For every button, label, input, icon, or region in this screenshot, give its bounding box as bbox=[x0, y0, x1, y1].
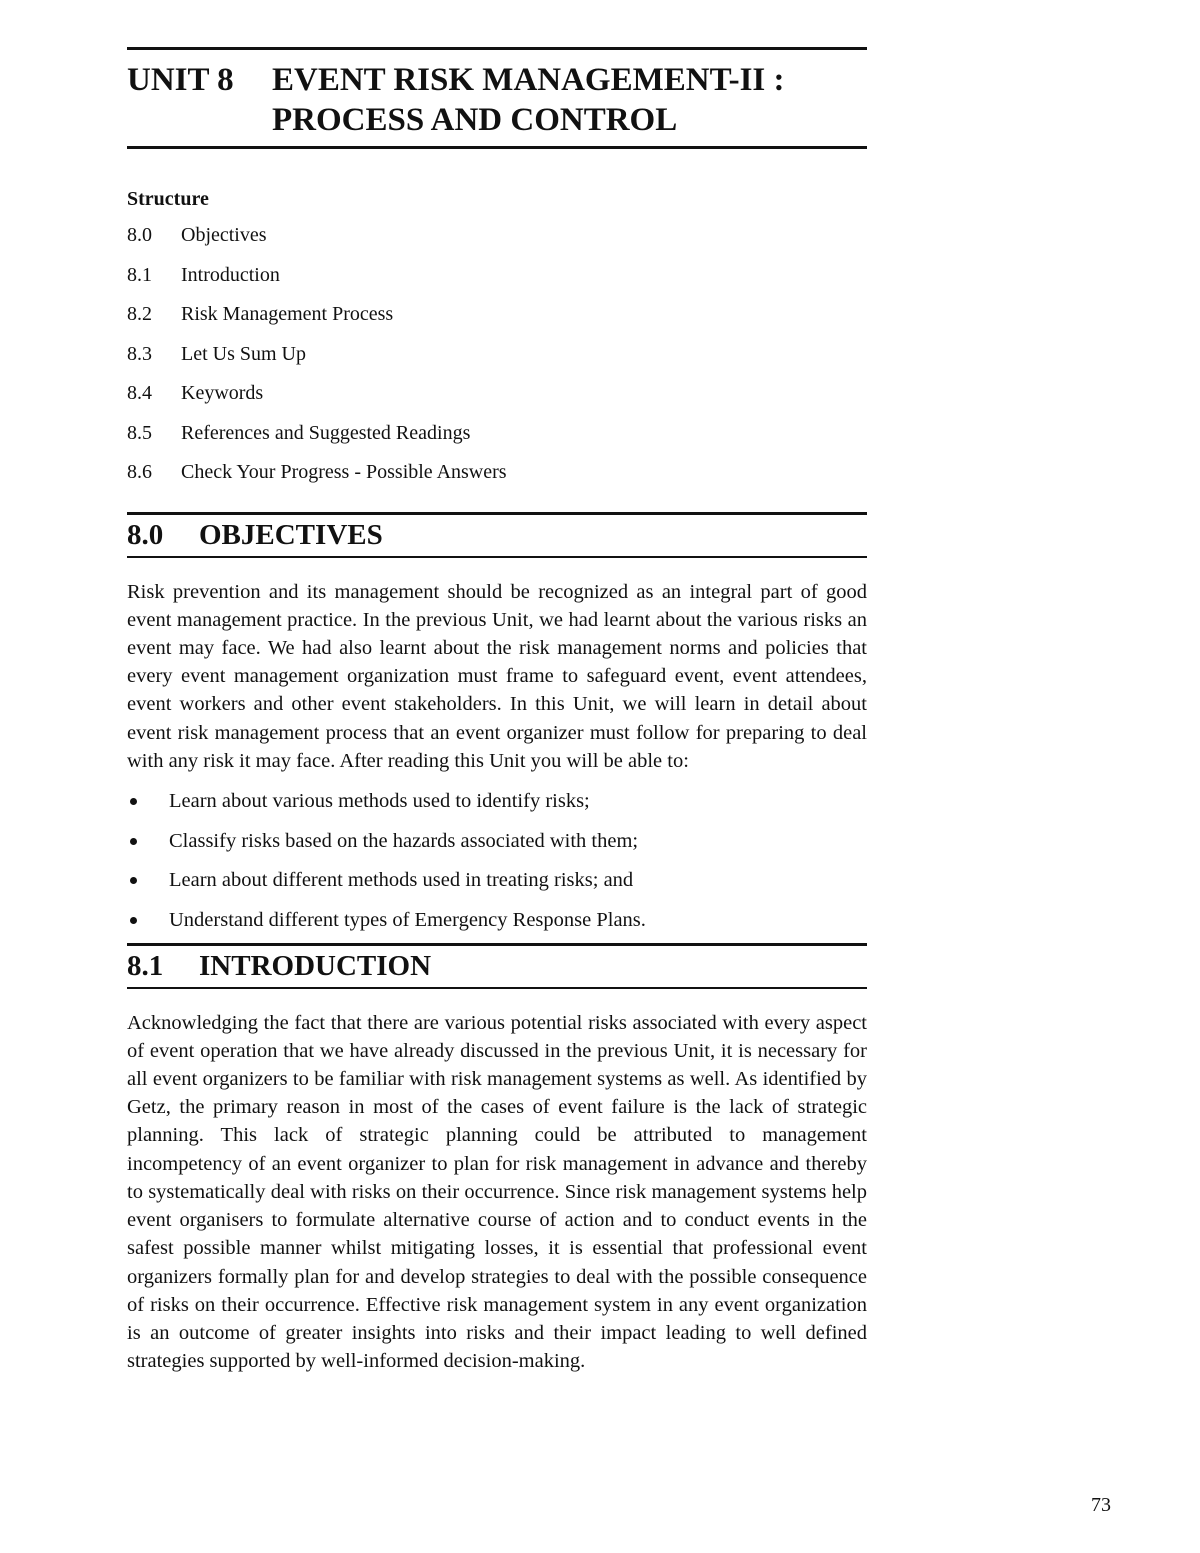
unit-heading bbox=[272, 60, 785, 140]
bullet-item bbox=[127, 908, 867, 948]
bullet-icon bbox=[130, 838, 137, 845]
toc-item-number: 8.5 bbox=[127, 421, 152, 444]
toc-item-text: Keywords bbox=[181, 382, 264, 404]
bullet-icon bbox=[130, 917, 137, 924]
toc-item-text: Introduction bbox=[181, 263, 280, 286]
toc-item-number: 8.1 bbox=[127, 263, 152, 286]
bullet-item bbox=[127, 829, 867, 869]
objectives-bullet-list bbox=[127, 789, 867, 948]
bullet-text: Learn about various methods used to identify risks; bbox=[169, 789, 590, 812]
toc-item bbox=[127, 302, 867, 342]
bullet-icon bbox=[130, 798, 137, 805]
bullet-icon bbox=[130, 877, 137, 884]
structure-title: Structure bbox=[127, 188, 209, 210]
unit-title-line1: EVENT RISK MANAGEMENT-II : bbox=[272, 62, 785, 98]
unit-title-line2: PROCESS AND CONTROL bbox=[272, 102, 678, 138]
document-page bbox=[127, 47, 867, 1396]
toc-item-text: Objectives bbox=[181, 224, 267, 246]
bullet-text: Understand different types of Emergency Response Plans. bbox=[169, 908, 646, 931]
toc-item-text: Risk Management Process bbox=[181, 303, 394, 325]
toc-item bbox=[127, 421, 867, 461]
unit-title bbox=[127, 50, 867, 146]
unit-header bbox=[127, 47, 867, 149]
toc-item-number: 8.2 bbox=[127, 303, 152, 325]
toc-item bbox=[127, 381, 867, 421]
toc-item-number: 8.6 bbox=[127, 461, 152, 483]
toc-item-number: 8.0 bbox=[127, 224, 152, 246]
unit-label: UNIT 8 bbox=[127, 62, 234, 98]
bottom-rule bbox=[127, 146, 867, 149]
toc-item-text: Check Your Progress - Possible Answers bbox=[181, 461, 507, 483]
section-heading bbox=[127, 512, 867, 558]
toc-item bbox=[127, 263, 867, 303]
page-number: 73 bbox=[1091, 1494, 1111, 1516]
toc-list bbox=[127, 223, 867, 500]
section-heading bbox=[127, 943, 867, 989]
toc-item-number: 8.3 bbox=[127, 342, 152, 365]
bullet-text: Classify risks based on the hazards associated with them; bbox=[169, 829, 639, 852]
toc-item bbox=[127, 460, 867, 500]
introduction-section bbox=[127, 943, 867, 1376]
toc-item bbox=[127, 342, 867, 382]
toc-item-text: References and Suggested Readings bbox=[181, 421, 471, 444]
toc-item bbox=[127, 223, 867, 263]
objectives-paragraph: Risk prevention and its management should be recognized as an integral part of good event management practice. In the previous Unit, we had learnt about the various risks an event may face. We had also learnt about the risk management norms and policies that every event management organization must frame to safeguard event, event attendees, event workers and other event stakeholders. In this Unit, we will learn in detail about event risk management process that an event organizer must follow for preparing to deal with any risk it may face. After reading this Unit you will be able to: bbox=[127, 580, 867, 772]
toc-item-number: 8.4 bbox=[127, 382, 152, 404]
bullet-item bbox=[127, 868, 867, 908]
bullet-text: Learn about different methods used in treating risks; and bbox=[169, 869, 634, 892]
toc-item-text: Let Us Sum Up bbox=[181, 342, 306, 365]
objectives-section bbox=[127, 512, 867, 948]
section-number: 8.0 bbox=[127, 518, 164, 551]
section-title: INTRODUCTION bbox=[199, 949, 432, 982]
structure-section bbox=[127, 187, 867, 500]
bullet-item bbox=[127, 789, 867, 829]
introduction-paragraph: Acknowledging the fact that there are various potential risks associated with every aspect of event operation that we have already discussed in the previous Unit, it is necessary for all event organizers to be familiar with risk management systems as well. As identified by Getz, the primary reason in most of the cases of event failure is the lack of strategic planning. This lack of strategic planning could be attributed to management incompetency of an event organizer to plan for risk management in advance and thereby to systematically deal with risks on their occurrence. Since risk management systems help event organisers to formulate alternative course of action and to conduct events in the safest possible manner whilst mitigating losses, it is essential that professional event organizers formally plan for and develop strategies to deal with the possible consequence of risks on their occurrence. Effective risk management system in any event organization is an outcome of greater insights into risks and their impact leading to well defined strategies supported by well-informed decision-making. bbox=[127, 1011, 867, 1373]
section-title: OBJECTIVES bbox=[199, 518, 383, 551]
section-number: 8.1 bbox=[127, 949, 164, 982]
